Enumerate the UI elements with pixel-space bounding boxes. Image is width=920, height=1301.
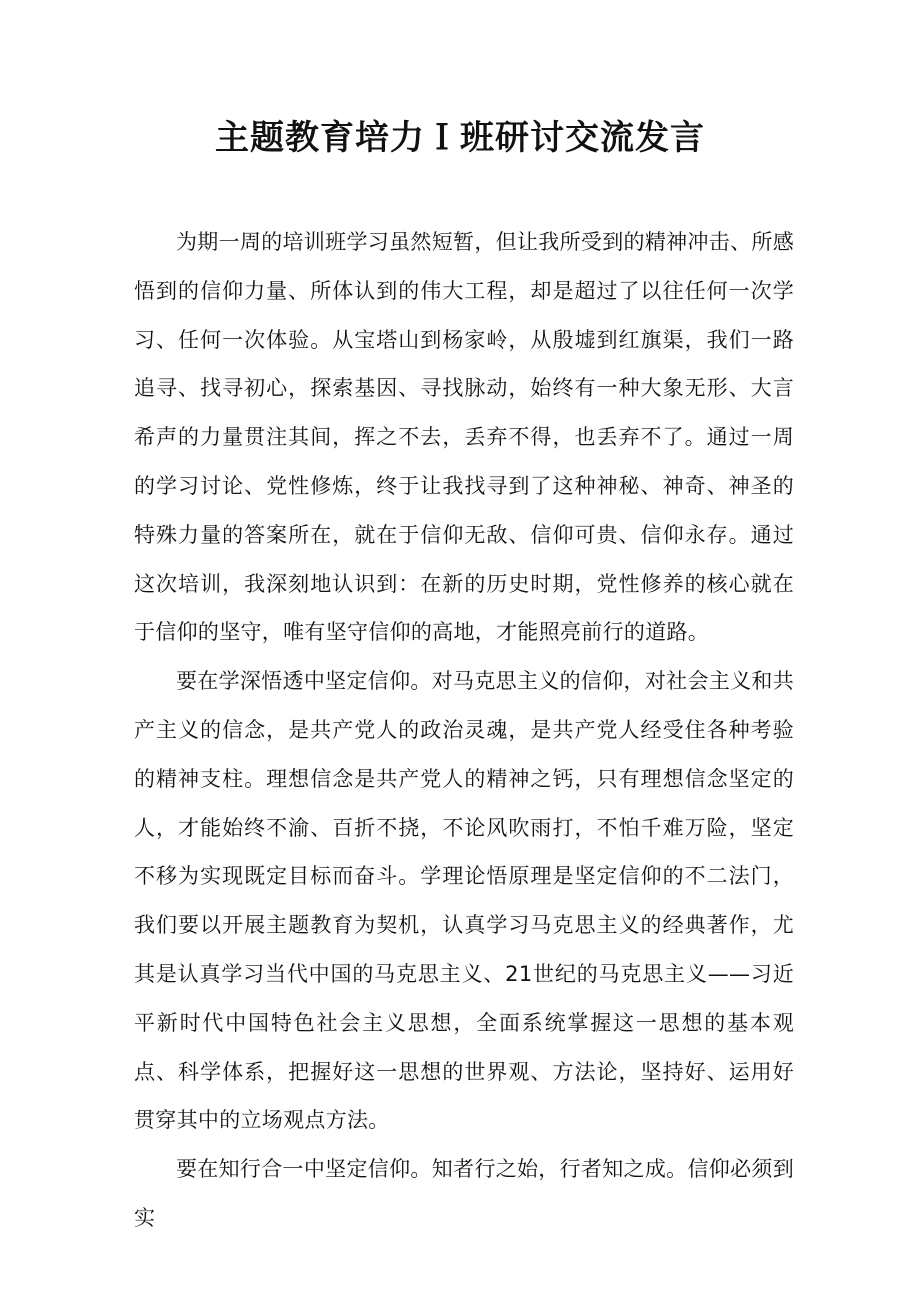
paragraph: 为期一周的培训班学习虽然短暂，但让我所受到的精神冲击、所感悟到的信仰力量、所体认到的伟大工程，却是超过了以往任何一次学习、任何一次体验。从宝塔山到杨家岭，从殷墟到红旗渠，我们一路追寻、找寻初心，探索基因、寻找脉动，始终有一种大象无形、大言希声的力量贯注其间，挥之不去，丢弃不得，也丢弃不了。通过一周的学习讨论、党性修炼，终于让我找寻到了这种神秘、神奇、神圣的特殊力量的答案所在，就在于信仰无敌、信仰可贵、信仰永存。通过这次培训，我深刻地认识到：在新的历史时期，党性修养的核心就在于信仰的坚守，唯有坚守信仰的高地，才能照亮前行的道路。 xyxy=(134,230,794,645)
document-title: 主题教育培力Ｉ班研讨交流发言 xyxy=(215,118,705,158)
paragraph: 要在学深悟透中坚定信仰。对马克思主义的信仰，对社会主义和共产主义的信念，是共产党人的政治灵魂，是共产党人经受住各种考验的精神支柱。理想信念是共产党人的精神之钙，只有理想信念坚定的人，才能始终不渝、百折不挠，不论风吹雨打，不怕千难万险，坚定不移为实现既定目标而奋斗。学理论悟原理是坚定信仰的不二法门，我们要以开展主题教育为契机，认真学习马克思主义的经典著作，尤其是认真学习当代中国的马克思主义、21世纪的马克思主义——习近平新时代中国特色社会主义思想，全面系统掌握这一思想的基本观点、科学体系，把握好这一思想的世界观、方法论，坚持好、运用好贯穿其中的立场观点方法。 xyxy=(134,669,794,1133)
paragraph: 要在知行合一中坚定信仰。知者行之始，行者知之成。信仰必须到实 xyxy=(134,1157,794,1230)
document-body xyxy=(134,218,794,1243)
